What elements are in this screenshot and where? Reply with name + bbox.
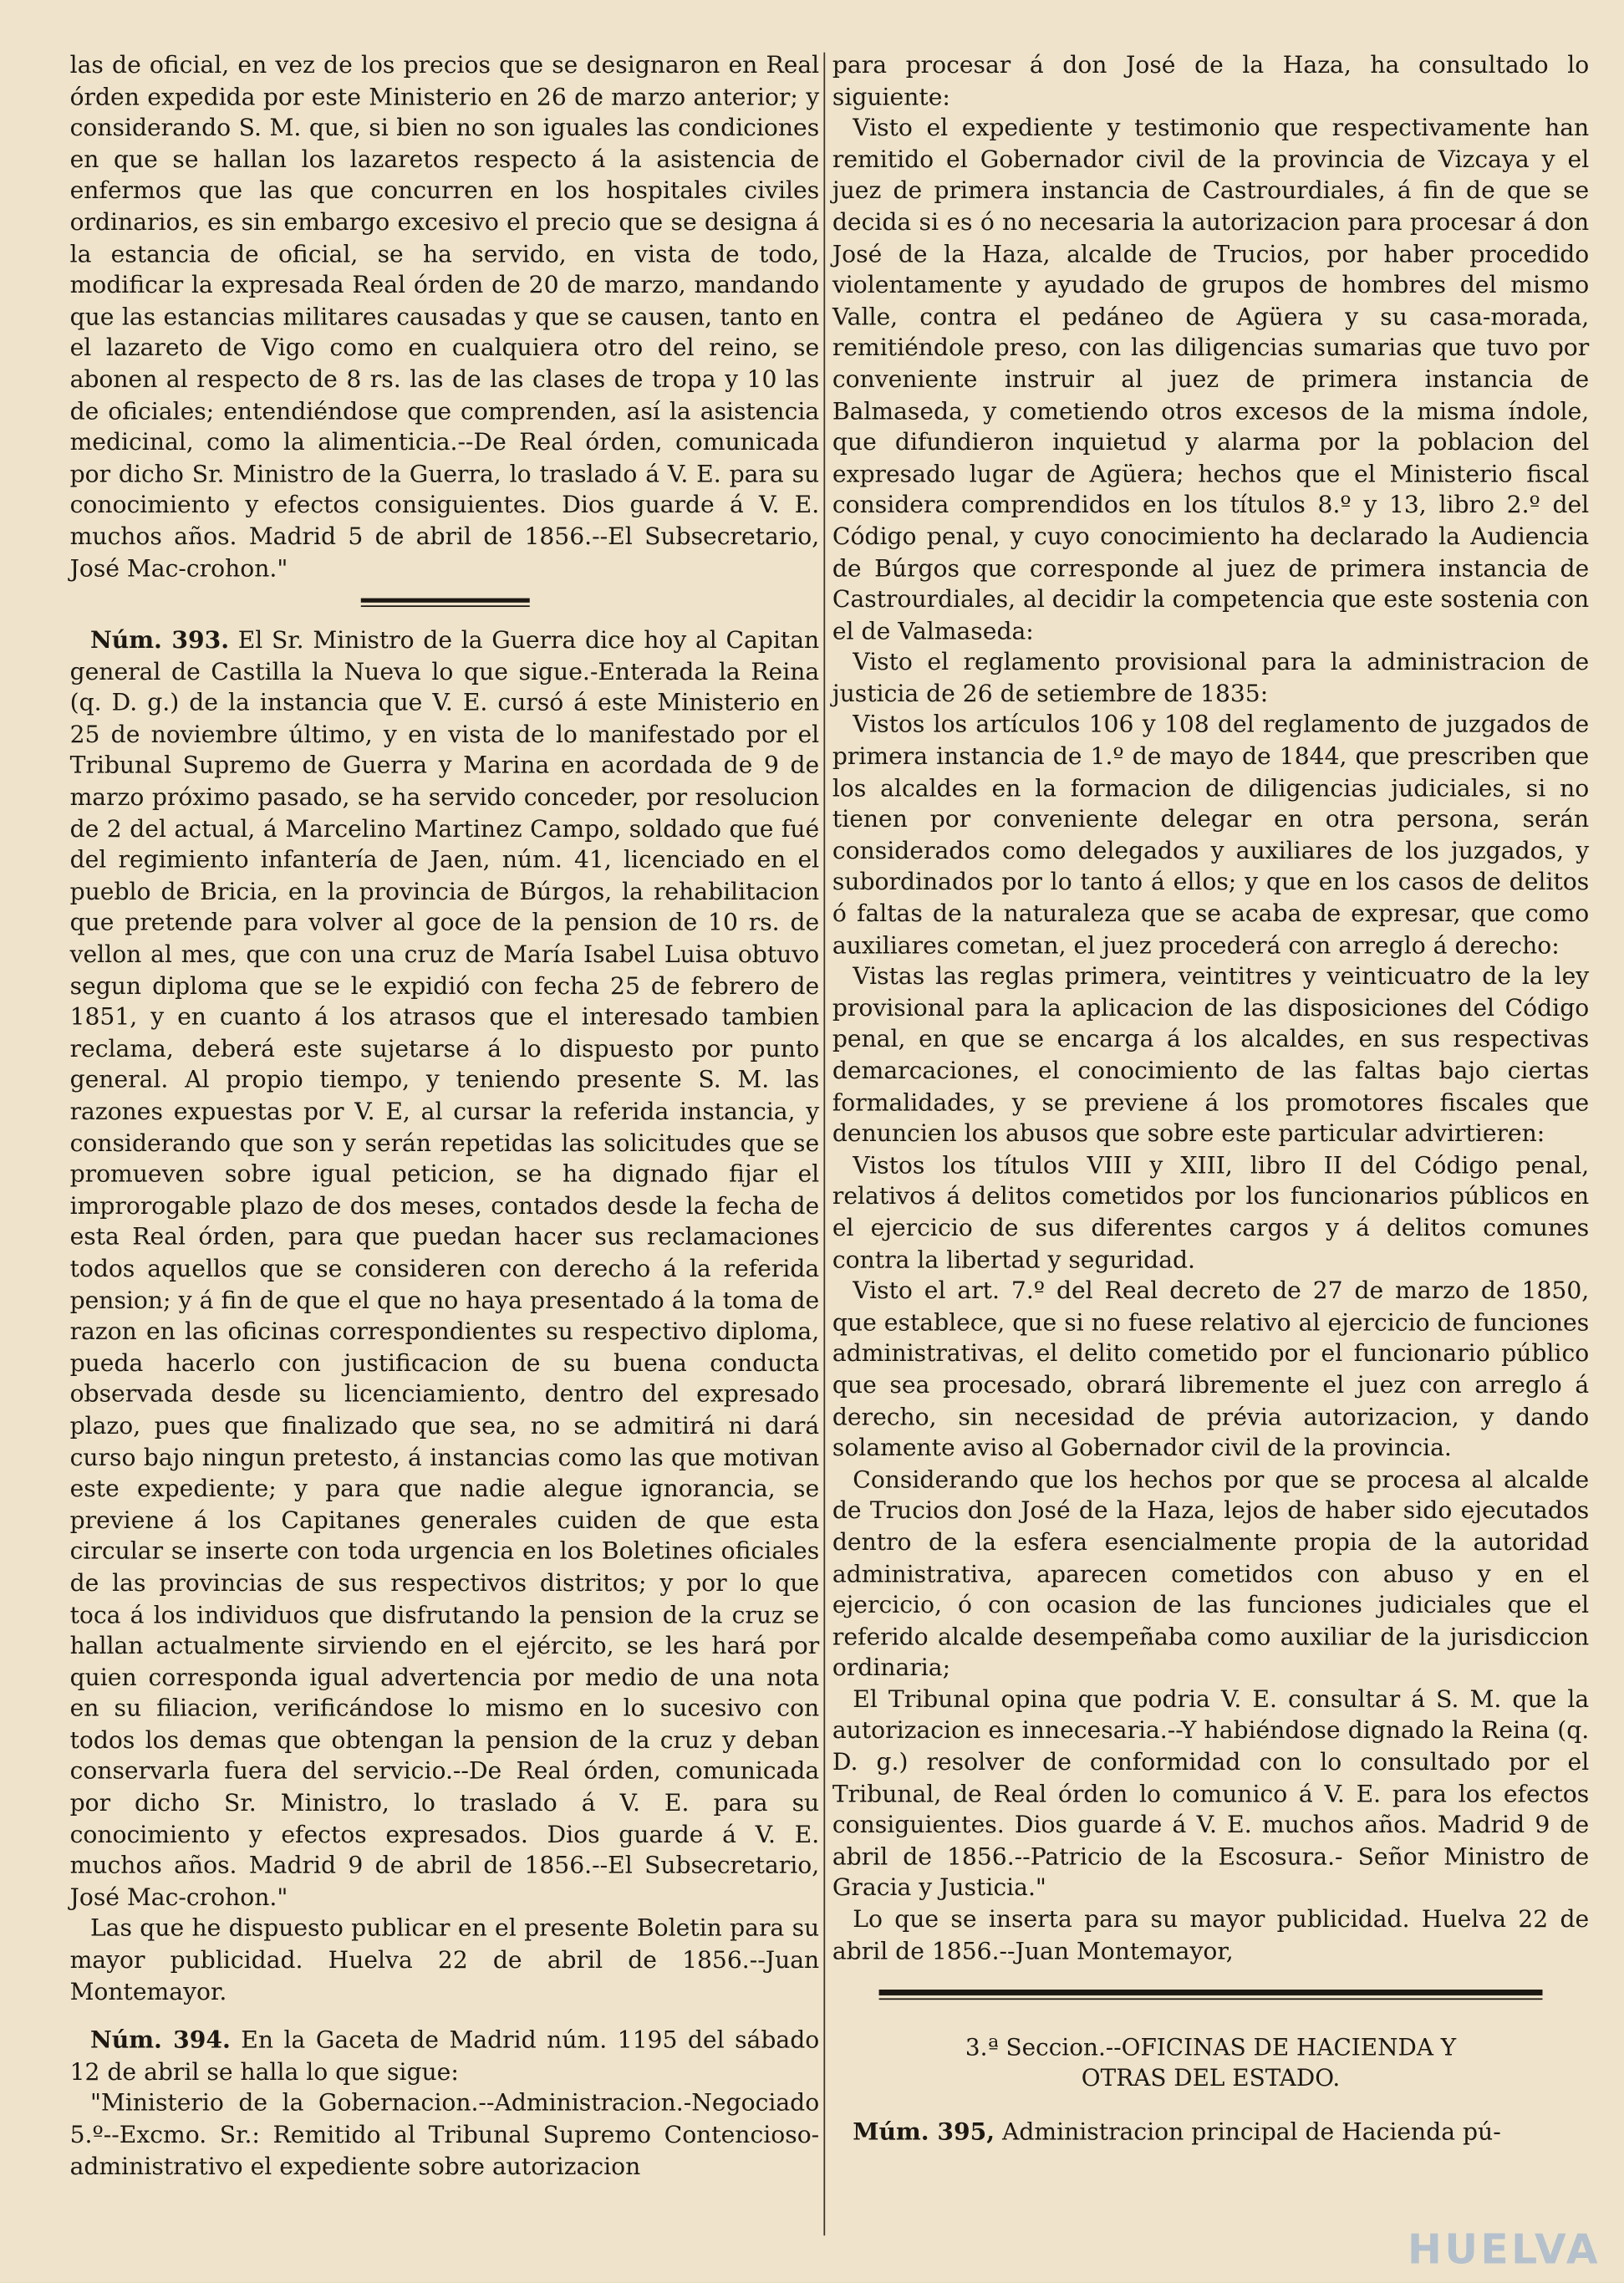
separator-rule [879,1990,1543,2000]
article-393 [70,624,820,1913]
section-heading [832,2032,1589,2093]
library-stamp: HUELVA [1408,2225,1601,2274]
section-subtitle: OTRAS DEL ESTADO. [1081,2064,1341,2092]
paragraph: las de oficial, en vez de los precios que se designaron en Real órden expedida por este Ministerio en 26 de marzo anterior; y considerando S. M. que, si bien no son iguales las condiciones en que se hallan los lazaretos respecto á la asistencia de enfermos que las que concurren en los hospitales civiles ordinarios, es sin embargo excesivo el precio que se designa á la estancia de oficial, se ha servido, en vista de todo, modificar la expresada Real órden de 20 de marzo, mandando que las estancias militares causadas y que se causen, tanto en el lazareto de Vigo como en cualquiera otro del reino, se abonen al respecto de 8 rs. las de las clases de tropa y 10 las de oficiales; entendiéndose que comprenden, así la asistencia medicinal, como la alimenticia.--De Real órden, comunicada por dicho Sr. Ministro de la Guerra, lo traslado á V. E. para su conocimiento y efectos consiguientes. Dios guarde á V. E. muchos años. Madrid 5 de abril de 1856.--El Subsecretario, José Mac-crohon." [69,50,820,582]
article-394 [70,2025,820,2087]
section-title: 3.ª Seccion.--OFICINAS DE HACIENDA Y [965,2033,1457,2061]
paragraph: para procesar á don José de la Haza, ha consultado lo siguiente: [832,50,1590,110]
separator-rule [360,599,529,607]
right-column [832,49,1589,2148]
paragraph: Vistas las reglas primera, veintitres y veinticuatro de la ley provisional para la aplicacion de las disposiciones del Código penal, en que se encarga á los alcaldes, en sus respectivas demarcaciones, el conocimiento de las faltas bajo ciertas formalidades, y se previene á los promotores fiscales que denuncien los abusos que sobre este particular advirtieren: [832,962,1590,1148]
paragraph: El Tribunal opina que podria V. E. consultar á S. M. que la autorizacion es innecesaria.--Y habiéndose dignado la Reina (q. D. g.) resolver de conformidad con lo consultado por el Tribunal, de Real órden lo comunico á V. E. para los efectos consiguientes. Dios guarde á V. E. muchos años. Madrid 9 de abril de 1856.--Patricio de la Escosura.- Señor Ministro de Gracia y Justicia." [832,1684,1590,1902]
paragraph: Lo que se inserta para su mayor publicidad. Huelva 22 de abril de 1856.--Juan Montemayor, [832,1905,1590,1965]
article-number: Múm. 395, [853,2117,995,2146]
left-column [70,49,820,2182]
paragraph: Visto el art. 7.º del Real decreto de 27 de marzo de 1850, que establece, que si no fuese relativo al ejercicio de funciones administrativas, el delito cometido por el funcionario público que sea procesado, obrará libremente el juez con arreglo á derecho, sin necesidad de prévia autorizacion, y dando solamente aviso al Gobernador civil de la provincia. [832,1277,1590,1462]
article-number: Núm. 394. [89,2026,231,2054]
article-395 [832,2117,1589,2148]
paragraph: Considerando que los hechos por que se procesa al alcalde de Trucios don José de la Haza, lejos de haber sido ejecutados dentro de la esfera esencialmente propia de la autoridad administrativa, aparecen cometidos con abuso y en el ejercicio, ó con ocasion de las funciones judiciales que el referido alcalde desempeñaba como auxiliar de la jurisdiccion ordinaria; [832,1465,1590,1682]
article-number: Núm. 393. [89,625,230,654]
article-text: El Sr. Ministro de la Guerra dice hoy al Capitan general de Castilla la Nueva lo que sigue.-Enterada la Reina (q. D. g.) de la instancia que V. E. cursó á este Ministerio en 25 de noviembre último, y en vista de lo manifestado por el Tribunal Supremo de Guerra y Marina en acordada de 9 de marzo próximo pasado, se ha servido conceder, por resolucion de 2 del actual, á Marcelino Martinez Campo, soldado que fué del regimiento infantería de Jaen, núm. 41, licenciado en el pueblo de Bricia, en la provincia de Búrgos, la rehabilitacion que pretende para volver al goce de la pension de 10 rs. de vellon al mes, que con una cruz de María Isabel Luisa obtuvo segun diploma que se le expidió con fecha 25 de febrero de 1851, y en cuanto á los atrasos que el interesado tambien reclama, deberá este sujetarse á lo dispuesto por punto general. Al propio tiempo, y teniendo presente S. M. las razones expuestas por V. E, al cursar la referida instancia, y considerando que son y serán repetidas las solicitudes que se promueven sobre igual peticion, se ha dignado fijar el improrogable plazo de dos meses, contados desde la fecha de esta Real órden, para que puedan hacer sus reclamaciones todos aquellos que se consideren con derecho á la referida pension; y á fin de que el que no haya presentado á la toma de razon en las oficinas correspondientes su respectivo diploma, pueda hacerlo con justificacion de su buena conducta observada desde su licenciamiento, dentro del expresado plazo, pues que finalizado que sea, no se admitirá ni dará curso bajo ningun pretesto, á instancias como las que motivan este expediente; y para que nadie alegue ignorancia, se previene á los Capitanes generales cuiden de que esta circular se inserte con toda urgencia en los Boletines oficiales de las provincias de sus respectivos distritos; y por lo que toca á los individuos que disfrutando la pension de la cruz se hallan actualmente sirviendo en el ejército, se les hará por quien corresponda igual advertencia por medio de una nota en su filiacion, verificándose lo mismo en lo sucesivo con todos los demas que obtengan la pension de la cruz y deban conservarla fuera del servicio.--De Real órden, comunicada por dicho Sr. Ministro, lo traslado á V. E. para su conocimiento y efectos expresados. Dios guarde á V. E. muchos años. Madrid 9 de abril de 1856.--El Subsecretario, José Mac-crohon." [69,625,820,1911]
paragraph: Vistos los artículos 106 y 108 del reglamento de juzgados de primera instancia de 1.º de mayo de 1844, que prescriben que los alcaldes en la formacion de diligencias judiciales, si no tienen por conveniente delegar en otra persona, serán considerados como delegados y auxiliares de los juzgados, y subordinados por lo tanto á ellos; y que en los casos de delitos ó faltas de la naturaleza que se acaba de expresar, que como auxiliares cometan, el juez procederá con arreglo á derecho: [832,711,1590,959]
article-text: Administracion principal de Hacienda pú- [995,2117,1501,2146]
paragraph: Vistos los títulos VIII y XIII, libro II del Código penal, relativos á delitos cometidos por los funcionarios públicos en el ejercicio de sus diferentes cargos y á delitos comunes contra la libertad y seguridad. [832,1150,1590,1273]
quoted-paragraph: "Ministerio de la Gobernacion.--Administracion.-Negociado 5.º--Excmo. Sr.: Remitido al Tribunal Supremo Contencioso-administrativo el expediente sobre autorizacion [69,2089,820,2180]
column-divider [823,53,825,2236]
paragraph: Visto el reglamento provisional para la administracion de justicia de 26 de setiembre de 1835: [832,648,1590,707]
article-text: En la Gaceta de Madrid núm. 1195 del sábado 12 de abril se halla lo que sigue: [69,2026,820,2086]
closing-paragraph: Las que he dispuesto publicar en el presente Boletin para su mayor publicidad. Huelva 22 de abril de 1856.--Juan Montemayor. [69,1914,820,2005]
paragraph: Visto el expediente y testimonio que respectivamente han remitido el Gobernador civil de la provincia de Vizcaya y el juez de primera instancia de Castrourdiales, á fin de que se decida si es ó no necesaria la autorizacion para procesar á don José de la Haza, alcalde de Trucios, por haber procedido violentamente y ayudado de grupos de hombres del mismo Valle, contra el pedáneo de Agüera y su casa-morada, remitiéndole preso, con las diligencias sumarias que tuvo por conveniente instruir al juez de primera instancia de Balmaseda, y cometiendo otros excesos de la misma índole, que difundieron inquietud y alarma por la poblacion del expresado lugar de Agüera; hechos que el Ministerio fiscal considera comprendidos en los títulos 8.º y 13, libro 2.º del Código penal, y cuyo conocimiento ha declarado la Audiencia de Búrgos que corresponde al juez de primera instancia de Castrourdiales, al decidir la competencia que este sostenia con el de Valmaseda: [832,114,1590,645]
